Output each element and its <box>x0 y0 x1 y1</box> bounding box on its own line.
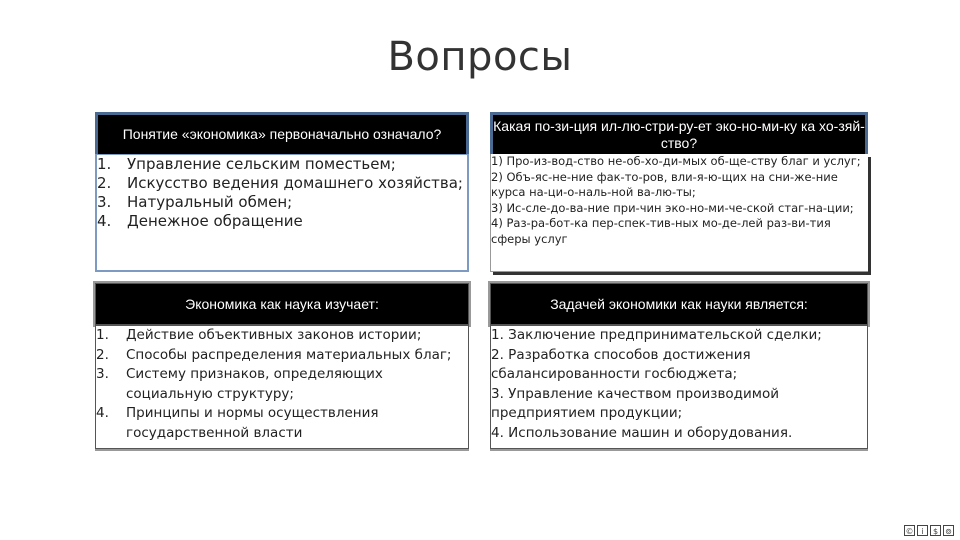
answer-item[interactable]: 3. Натуральный обмен; <box>97 193 293 211</box>
cc-icon: © <box>905 527 914 536</box>
answer-item[interactable]: 2. Искусство ведения домашнего хозяйства; <box>97 174 463 192</box>
question-card-2 <box>490 112 868 272</box>
question-4-answers <box>490 325 868 449</box>
question-1-header: Понятие «экономика» первоначально означало? <box>95 112 469 154</box>
answer-item[interactable]: 3. Систему признаков, определяющих социальную структуру; <box>96 366 383 402</box>
answer-item[interactable]: 3. Управление качеством производимой предприятием продукции; <box>491 385 779 422</box>
answer-item[interactable]: 4. Принципы и нормы осуществления государственной власти <box>96 405 379 441</box>
answer-item[interactable]: 2) Объ-яс-не-ние фак-то-ров, вли-я-ю-щих на сни-же-ние курса на-ци-о-наль-ной ва-лю-ты; <box>491 169 838 200</box>
answer-item[interactable]: 4) Раз-ра-бот-ка пер-спек-тив-ных мо-де-лей раз-ви-тия сферы услуг <box>491 216 831 246</box>
question-4-header: Задачей экономики как науки является: <box>490 283 868 325</box>
question-3-header: Экономика как наука изучает: <box>95 283 469 325</box>
question-3-answers <box>95 325 469 449</box>
question-card-4 <box>490 283 868 449</box>
answer-item[interactable]: 1. Управление сельским поместьем; <box>97 155 396 173</box>
answer-item[interactable]: 2. Разработка способов достижения сбалансированности госбюджета; <box>491 346 751 383</box>
answer-item[interactable]: 4. Использование машин и оборудования. <box>491 424 793 441</box>
answer-item[interactable]: 1. Действие объективных законов истории; <box>96 327 422 343</box>
slide-title: Вопросы <box>387 34 573 80</box>
question-2-answers <box>490 154 868 272</box>
answer-item[interactable]: 2. Способы распределения материальных благ; <box>96 346 452 363</box>
answer-item[interactable]: 1) Про-из-вод-ство не-об-хо-ди-мых об-ще-ству благ и услуг; <box>491 154 861 168</box>
answer-item[interactable]: 4. Денежное обращение <box>97 212 303 230</box>
license-icons <box>904 525 954 536</box>
question-1-answers <box>95 154 469 272</box>
question-card-1 <box>95 112 469 272</box>
nc-icon: $ <box>930 525 941 536</box>
question-2-header: Какая по-зи-ция ил-лю-стри-ру-ет эко-но-ми-ку ка хо-зяй-ство? <box>490 112 868 154</box>
by-icon: i <box>917 525 928 536</box>
question-card-3 <box>95 283 469 449</box>
answer-item[interactable]: 3) Ис-сле-до-ва-ние при-чин эко-но-ми-че-ской стаг-на-ции; <box>491 200 854 215</box>
answer-item[interactable]: 1. Заключение предпринимательской сделки; <box>491 327 822 343</box>
sa-icon: ⊚ <box>943 525 954 536</box>
